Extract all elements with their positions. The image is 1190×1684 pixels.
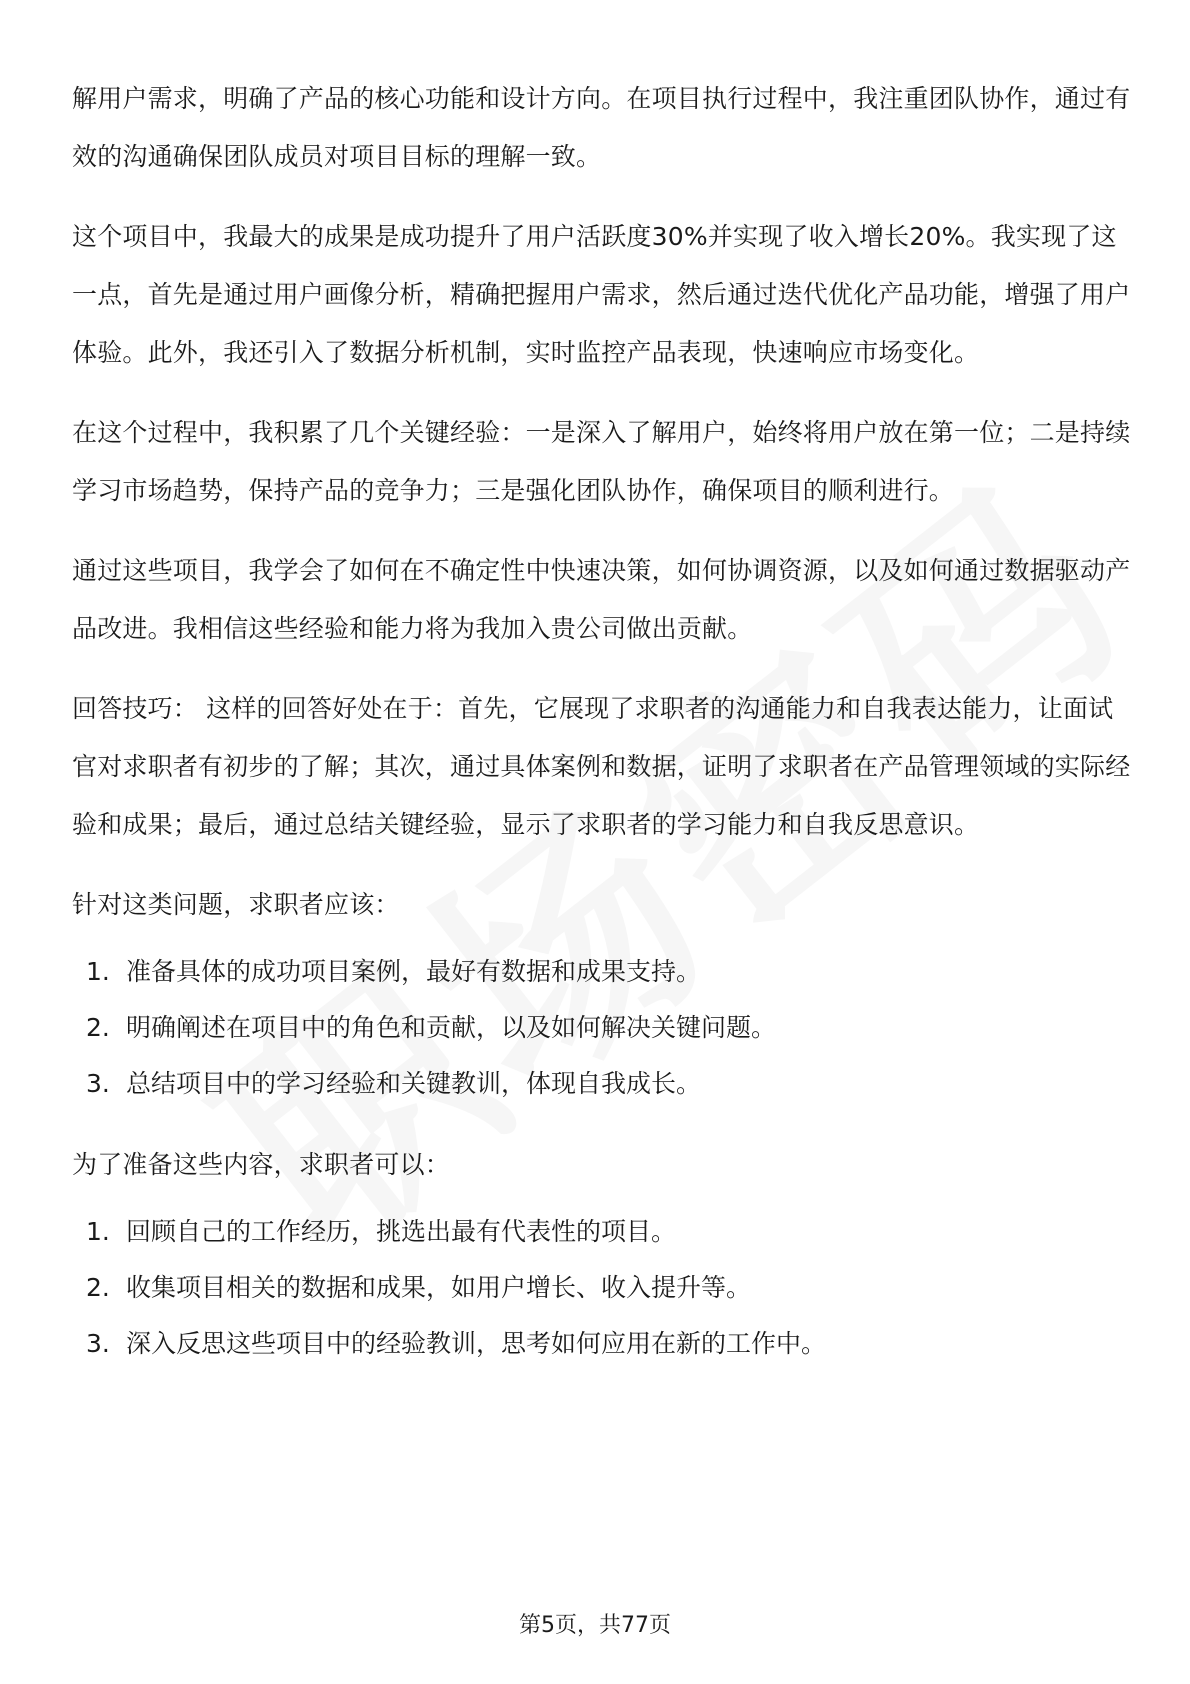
paragraph: 在这个过程中，我积累了几个关键经验：一是深入了解用户，始终将用户放在第一位；二是持续学习市场趋势，保持产品的竞争力；三是强化团队协作，确保项目的顺利进行。 (72, 418, 1131, 505)
list-item-text: 总结项目中的学习经验和关键教训，体现自我成长。 (126, 1069, 702, 1098)
list-item-text: 收集项目相关的数据和成果，如用户增长、收入提升等。 (126, 1273, 752, 1302)
page-number-footer: 第5页，共77页 (519, 1613, 671, 1638)
list-number: 3. (86, 1329, 110, 1358)
tips-paragraph: 回答技巧： 这样的回答好处在于：首先，它展现了求职者的沟通能力和自我表达能力，让面试官对求职者有初步的了解；其次，通过具体案例和数据，证明了求职者在产品管理领域的实际经验和成果；最后，通过总结关键经验，显示了求职者的学习能力和自我反思意识。 (72, 694, 1131, 839)
list-item-text: 回顾自己的工作经历，挑选出最有代表性的项目。 (126, 1217, 677, 1246)
list-item-text: 准备具体的成功项目案例，最好有数据和成果支持。 (126, 957, 702, 986)
list-item (72, 1000, 1132, 1056)
section-intro: 针对这类问题，求职者应该： (72, 890, 400, 919)
list-item (72, 1204, 1132, 1260)
section-intro: 为了准备这些内容，求职者可以： (72, 1150, 451, 1179)
list-number: 2. (86, 1273, 110, 1302)
list-item (72, 1056, 1132, 1112)
list-number: 3. (86, 1069, 110, 1098)
list-item (72, 944, 1132, 1000)
list-item-text: 明确阐述在项目中的角色和贡献，以及如何解决关键问题。 (126, 1013, 777, 1042)
list-item (72, 1316, 1132, 1372)
list-number: 1. (86, 1217, 110, 1246)
paragraph: 这个项目中，我最大的成果是成功提升了用户活跃度30%并实现了收入增长20%。我实现了这一点，首先是通过用户画像分析，精确把握用户需求，然后通过迭代优化产品功能，增强了用户体验。此外，我还引入了数据分析机制，实时监控产品表现，快速响应市场变化。 (72, 222, 1131, 367)
document-body (72, 70, 1132, 1396)
numbered-list (72, 1204, 1132, 1372)
paragraph: 解用户需求，明确了产品的核心功能和设计方向。在项目执行过程中，我注重团队协作，通过有效的沟通确保团队成员对项目目标的理解一致。 (72, 84, 1131, 171)
list-item (72, 1260, 1132, 1316)
list-item-text: 深入反思这些项目中的经验教训，思考如何应用在新的工作中。 (126, 1329, 827, 1358)
paragraph: 通过这些项目，我学会了如何在不确定性中快速决策，如何协调资源，以及如何通过数据驱动产品改进。我相信这些经验和能力将为我加入贵公司做出贡献。 (72, 556, 1131, 643)
list-number: 2. (86, 1013, 110, 1042)
list-number: 1. (86, 957, 110, 986)
numbered-list (72, 944, 1132, 1112)
